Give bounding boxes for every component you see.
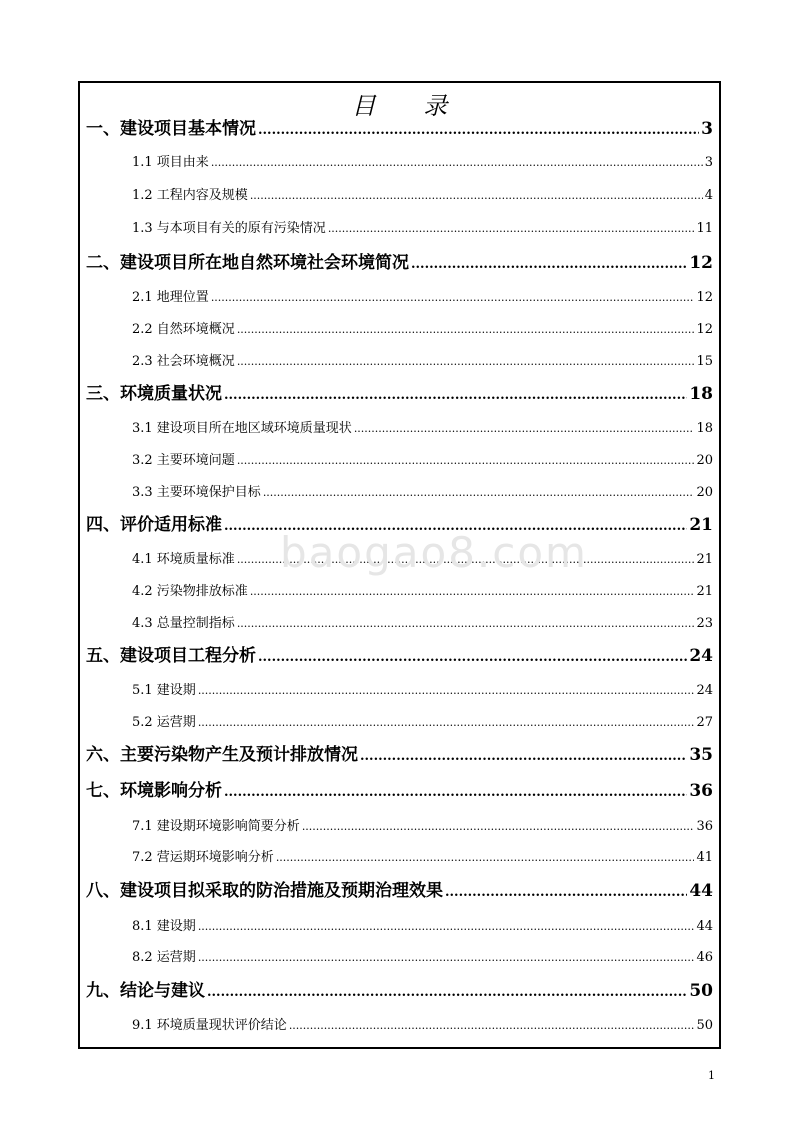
toc-entry-page: 18: [696, 421, 713, 436]
toc-entry-page: 46: [696, 950, 713, 965]
toc-section-entry[interactable]: [132, 678, 713, 698]
toc-entry-page: 21: [696, 584, 713, 599]
toc-chapter-entry[interactable]: [86, 642, 713, 666]
toc-dot-leader: [198, 715, 695, 730]
toc-entry-label: 五、建设项目工程分析: [86, 646, 256, 666]
toc-entry-label: 七、环境影响分析: [86, 781, 222, 801]
toc-entry-page: 35: [689, 745, 713, 765]
toc-entry-label: 8.1 建设期: [132, 919, 196, 934]
toc-section-entry[interactable]: [132, 579, 713, 599]
toc-entry-page: 12: [696, 290, 713, 305]
toc-entry-page: 44: [689, 881, 713, 901]
toc-entry-page: 41: [696, 850, 713, 865]
toc-entry-page: 11: [696, 221, 713, 236]
toc-section-entry[interactable]: [132, 945, 713, 965]
toc-entry-label: 3.2 主要环境问题: [132, 453, 235, 468]
toc-dot-leader: [207, 981, 687, 1001]
toc-section-entry[interactable]: [132, 710, 713, 730]
toc-dot-leader: [276, 850, 695, 865]
toc-entry-label: 二、建设项目所在地自然环境社会环境简况: [86, 253, 409, 273]
toc-entry-page: 36: [696, 819, 713, 834]
toc-entry-label: 1.2 工程内容及规模: [132, 188, 248, 203]
toc-entry-label: 7.1 建设期环境影响简要分析: [132, 819, 300, 834]
toc-dot-leader: [302, 819, 695, 834]
toc-dot-leader: [237, 322, 695, 337]
toc-entry-label: 四、评价适用标准: [86, 515, 222, 535]
toc-entry-label: 4.3 总量控制指标: [132, 616, 235, 631]
toc-entry-label: 4.1 环境质量标准: [132, 552, 235, 567]
toc-dot-leader: [198, 683, 695, 698]
toc-entry-page: 50: [696, 1018, 713, 1033]
toc-entry-page: 27: [696, 715, 713, 730]
toc-section-entry[interactable]: [132, 480, 713, 500]
toc-entry-page: 12: [689, 253, 713, 273]
toc-dot-leader: [211, 290, 695, 305]
toc-entry-page: 44: [696, 919, 713, 934]
toc-chapter-entry[interactable]: [86, 777, 713, 801]
toc-entry-label: 三、环境质量状况: [86, 384, 222, 404]
toc-dot-leader: [198, 919, 695, 934]
toc-dot-leader: [258, 119, 699, 139]
toc-entry-page: 3: [704, 155, 713, 170]
toc-section-entry[interactable]: [132, 349, 713, 369]
toc-entry-page: 23: [696, 616, 713, 631]
toc-dot-leader: [224, 384, 687, 404]
toc-dot-leader: [250, 188, 703, 203]
toc-entry-page: 3: [701, 119, 713, 139]
toc-entry-page: 4: [704, 188, 713, 203]
toc-dot-leader: [263, 485, 695, 500]
toc-entry-label: 九、结论与建议: [86, 981, 205, 1001]
toc-entry-label: 2.1 地理位置: [132, 290, 209, 305]
toc-entry-label: 7.2 营运期环境影响分析: [132, 850, 274, 865]
toc-entry-label: 8.2 运营期: [132, 950, 196, 965]
toc-entry-page: 36: [689, 781, 713, 801]
toc-dot-leader: [258, 646, 687, 666]
toc-dot-leader: [328, 221, 695, 236]
toc-entry-label: 八、建设项目拟采取的防治措施及预期治理效果: [86, 881, 443, 901]
toc-entry-label: 5.1 建设期: [132, 683, 196, 698]
toc-entry-label: 一、建设项目基本情况: [86, 119, 256, 139]
toc-entry-label: 六、主要污染物产生及预计排放情况: [86, 745, 358, 765]
toc-dot-leader: [211, 155, 703, 170]
toc-dot-leader: [237, 354, 695, 369]
toc-section-entry[interactable]: [132, 914, 713, 934]
toc-dot-leader: [237, 616, 695, 631]
toc-chapter-entry[interactable]: [86, 977, 713, 1001]
toc-entry-page: 12: [696, 322, 713, 337]
toc-entry-label: 1.1 项目由来: [132, 155, 209, 170]
toc-entry-page: 24: [689, 646, 713, 666]
toc-entry-page: 24: [696, 683, 713, 698]
toc-dot-leader: [224, 781, 687, 801]
page-title: 目 录: [351, 92, 468, 120]
toc-section-entry[interactable]: [132, 448, 713, 468]
toc-dot-leader: [237, 453, 695, 468]
toc-entry-page: 50: [689, 981, 713, 1001]
toc-dot-leader: [360, 745, 687, 765]
toc-section-entry[interactable]: [132, 150, 713, 170]
toc-entry-page: 20: [696, 485, 713, 500]
toc-entry-label: 1.3 与本项目有关的原有污染情况: [132, 221, 326, 236]
toc-entry-label: 3.1 建设项目所在地区域环境质量现状: [132, 421, 352, 436]
toc-entry-page: 20: [696, 453, 713, 468]
toc-section-entry[interactable]: [132, 317, 713, 337]
toc-chapter-entry[interactable]: [86, 380, 713, 404]
toc-dot-leader: [411, 253, 687, 273]
toc-entry-label: 9.1 环境质量现状评价结论: [132, 1018, 287, 1033]
toc-section-entry[interactable]: [132, 183, 713, 203]
page-number: 1: [708, 1069, 715, 1082]
toc-entry-label: 5.2 运营期: [132, 715, 196, 730]
toc-dot-leader: [445, 881, 687, 901]
toc-entry-label: 4.2 污染物排放标准: [132, 584, 248, 599]
toc-dot-leader: [354, 421, 695, 436]
toc-dot-leader: [250, 584, 695, 599]
toc-chapter-entry[interactable]: [86, 741, 713, 765]
toc-entry-page: 21: [689, 515, 713, 535]
toc-entry-label: 2.2 自然环境概况: [132, 322, 235, 337]
toc-dot-leader: [198, 950, 695, 965]
toc-entry-page: 15: [696, 354, 713, 369]
toc-entry-label: 3.3 主要环境保护目标: [132, 485, 261, 500]
toc-dot-leader: [289, 1018, 695, 1033]
toc-chapter-entry[interactable]: [86, 115, 713, 139]
toc-section-entry[interactable]: [132, 611, 713, 631]
toc-chapter-entry[interactable]: [86, 249, 713, 273]
toc-entry-page: 18: [689, 384, 713, 404]
toc-section-entry[interactable]: [132, 285, 713, 305]
toc-entry-label: 2.3 社会环境概况: [132, 354, 235, 369]
toc-section-entry[interactable]: [132, 814, 713, 834]
toc-section-entry[interactable]: [132, 216, 713, 236]
toc-chapter-entry[interactable]: [86, 877, 713, 901]
toc-section-entry[interactable]: [132, 416, 713, 436]
toc-section-entry[interactable]: [132, 1013, 713, 1033]
toc-section-entry[interactable]: [132, 845, 713, 865]
toc-entry-page: 21: [696, 552, 713, 567]
watermark: baogao8.com: [280, 528, 588, 577]
